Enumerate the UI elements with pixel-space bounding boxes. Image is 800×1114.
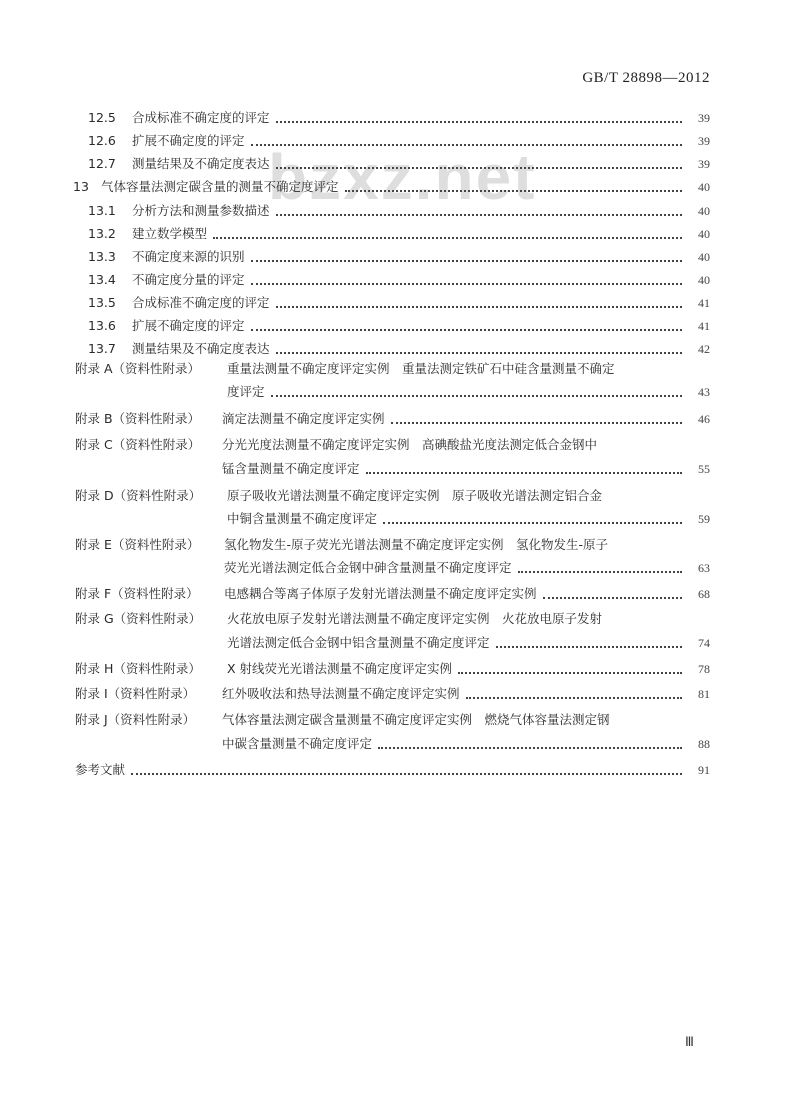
annex-title-line: 气体容量法测定碳含量测量不确定度评定实例 燃烧气体容量法测定钢 [222, 712, 610, 727]
annex-entry [224, 584, 710, 604]
annex-entry [227, 382, 710, 402]
annex-title-line: 火花放电原子发射光谱法测量不确定度评定实例 火花放电原子发射 [227, 611, 603, 626]
entry-page: 43 [698, 385, 710, 399]
dot-leader [276, 121, 682, 123]
dot-leader [251, 260, 682, 262]
annex-label: 附录 E（资料性附录） [75, 537, 200, 552]
entry-number: 12.7 [88, 156, 116, 171]
dot-leader [276, 214, 682, 216]
entry-title: 气体容量法测定碳含量的测量不确定度评定 [101, 179, 339, 194]
dot-leader [276, 306, 682, 308]
annex-label: 附录 C（资料性附录） [75, 437, 201, 452]
annex-label: 附录 F（资料性附录） [75, 586, 199, 601]
page-number: Ⅲ [685, 1034, 694, 1049]
entry-number: 13.6 [88, 318, 116, 333]
entry-page: 41 [698, 296, 710, 310]
entry-page: 40 [698, 273, 710, 287]
entry-page: 39 [698, 111, 710, 125]
standard-code: GB/T 28898—2012 [582, 70, 710, 86]
entry-number: 13.3 [88, 249, 116, 264]
annex-label: 附录 A（资料性附录） [75, 361, 201, 376]
dot-leader [276, 167, 682, 169]
toc-entry [88, 247, 710, 267]
entry-title: 扩展不确定度的评定 [132, 133, 245, 148]
annex-entry [227, 659, 710, 679]
toc-entry [88, 131, 710, 151]
entry-title: 锰含量测量不确定度评定 [222, 461, 360, 476]
annex-label: 附录 H（资料性附录） [75, 661, 201, 676]
entry-page: 42 [698, 342, 710, 356]
entry-page: 40 [698, 227, 710, 241]
dot-leader [378, 747, 682, 749]
entry-title: 电感耦合等离子体原子发射光谱法测量不确定度评定实例 [224, 586, 537, 601]
entry-number: 12.5 [88, 110, 116, 125]
toc-entry [88, 154, 710, 174]
dot-leader [466, 697, 682, 699]
annex-title-line: 重量法测量不确定度评定实例 重量法测定铁矿石中硅含量测量不确定 [227, 361, 615, 376]
toc-entry [88, 339, 710, 359]
dot-leader [251, 329, 682, 331]
entry-number: 13.4 [88, 272, 116, 287]
entry-title: 测量结果及不确定度表达 [132, 156, 270, 171]
dot-leader [251, 144, 682, 146]
entry-title: 参考文献 [75, 762, 126, 777]
references-entry [75, 760, 710, 780]
entry-title: 不确定度分量的评定 [132, 272, 245, 287]
annex-title-line: 分光光度法测量不确定度评定实例 高碘酸盐光度法测定低合金钢中 [222, 437, 598, 452]
dot-leader [391, 422, 682, 424]
dot-leader [383, 522, 682, 524]
annex-entry [224, 558, 710, 578]
dot-leader [496, 646, 682, 648]
entry-page: 39 [698, 134, 710, 148]
dot-leader [366, 472, 682, 474]
entry-page: 88 [698, 737, 710, 751]
entry-title: 中铜含量测量不确定度评定 [227, 511, 378, 526]
entry-page: 40 [698, 250, 710, 264]
annex-entry [227, 633, 710, 653]
entry-title: X 射线荧光光谱法测量不确定度评定实例 [227, 661, 453, 676]
entry-title: 合成标准不确定度的评定 [132, 295, 270, 310]
toc-entry [88, 270, 710, 290]
annex-entry [227, 509, 710, 529]
entry-title: 中碳含量测量不确定度评定 [222, 736, 373, 751]
entry-title: 分析方法和测量参数描述 [132, 203, 270, 218]
entry-number: 13 [73, 179, 89, 194]
entry-number: 13.1 [88, 203, 116, 218]
dot-leader [345, 190, 682, 192]
entry-page: 40 [698, 180, 710, 194]
entry-title: 测量结果及不确定度表达 [132, 341, 270, 356]
entry-title: 扩展不确定度的评定 [132, 318, 245, 333]
entry-page: 40 [698, 204, 710, 218]
annex-label: 附录 B（资料性附录） [75, 411, 201, 426]
dot-leader [518, 571, 682, 573]
dot-leader [213, 237, 682, 239]
annex-label: 附录 D（资料性附录） [75, 488, 202, 503]
toc-entry [88, 224, 710, 244]
annex-title-line: 氢化物发生-原子荧光光谱法测量不确定度评定实例 氢化物发生-原子 [224, 537, 609, 552]
dot-leader [276, 352, 682, 354]
dot-leader [131, 773, 682, 775]
entry-title: 度评定 [227, 384, 265, 399]
entry-page: 68 [698, 587, 710, 601]
annex-label: 附录 I（资料性附录） [75, 686, 196, 701]
entry-number: 13.5 [88, 295, 116, 310]
entry-page: 63 [698, 561, 710, 575]
toc-entry [88, 108, 710, 128]
dot-leader [251, 283, 682, 285]
entry-page: 55 [698, 462, 710, 476]
entry-title: 合成标准不确定度的评定 [132, 110, 270, 125]
entry-number: 13.2 [88, 226, 116, 241]
annex-entry [222, 459, 710, 479]
watermark: bzxz.net [268, 141, 537, 213]
annex-entry [222, 734, 710, 754]
toc-entry [88, 201, 710, 221]
annex-label: 附录 J（资料性附录） [75, 712, 196, 727]
annex-entry [222, 684, 710, 704]
entry-number: 12.6 [88, 133, 116, 148]
entry-page: 81 [698, 687, 710, 701]
annex-title-line: 原子吸收光谱法测量不确定度评定实例 原子吸收光谱法测定铝合金 [227, 488, 603, 503]
entry-title: 光谱法测定低合金钢中铝含量测量不确定度评定 [227, 635, 490, 650]
entry-number: 13.7 [88, 341, 116, 356]
entry-page: 39 [698, 157, 710, 171]
toc-entry [88, 316, 710, 336]
entry-page: 74 [698, 636, 710, 650]
entry-page: 46 [698, 412, 710, 426]
entry-title: 不确定度来源的识别 [132, 249, 245, 264]
toc-entry [88, 293, 710, 313]
entry-page: 41 [698, 319, 710, 333]
entry-page: 91 [698, 763, 710, 777]
toc-entry-section [73, 177, 710, 197]
entry-title: 红外吸收法和热导法测量不确定度评定实例 [222, 686, 460, 701]
entry-title: 建立数学模型 [132, 226, 208, 241]
entry-title: 滴定法测量不确定度评定实例 [222, 411, 385, 426]
annex-label: 附录 G（资料性附录） [75, 611, 202, 626]
dot-leader [271, 395, 682, 397]
dot-leader [458, 672, 682, 674]
dot-leader [543, 597, 682, 599]
entry-title: 荧光光谱法测定低合金钢中砷含量测量不确定度评定 [224, 560, 512, 575]
entry-page: 78 [698, 662, 710, 676]
entry-page: 59 [698, 512, 710, 526]
annex-entry [222, 409, 710, 429]
